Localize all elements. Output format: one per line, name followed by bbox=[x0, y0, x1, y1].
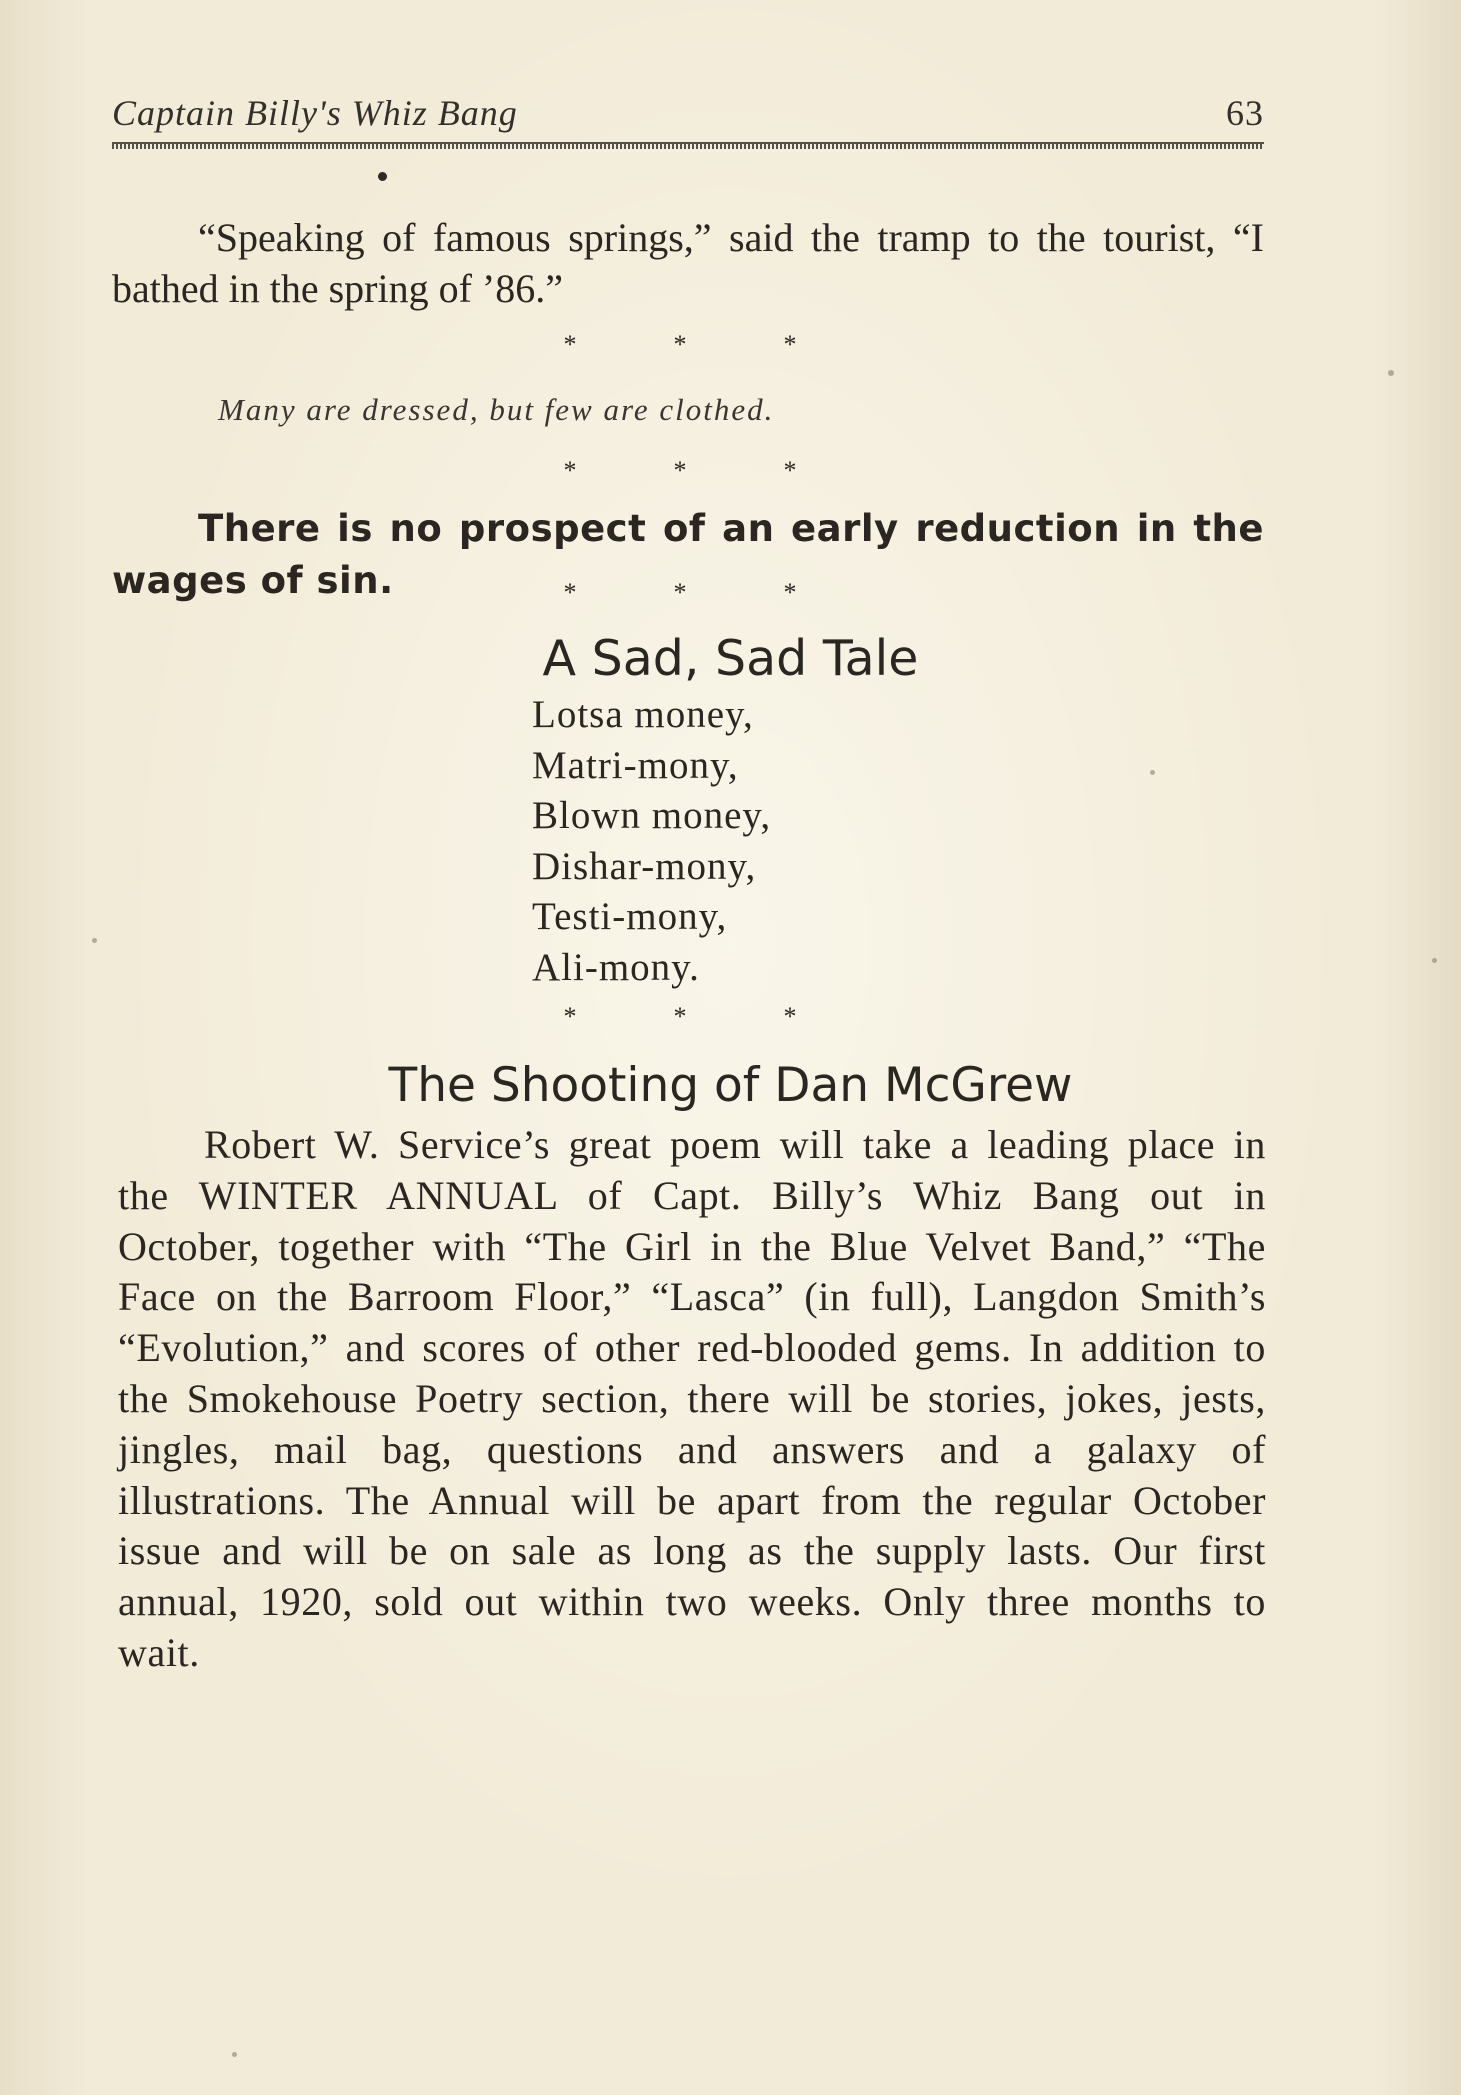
star-mark: * bbox=[783, 330, 797, 359]
running-header bbox=[112, 92, 1264, 134]
paper-speck bbox=[1388, 370, 1394, 376]
paper-speck bbox=[232, 2052, 237, 2057]
star-mark: * bbox=[783, 578, 797, 607]
poem-line: Lotsa money, bbox=[532, 693, 754, 736]
paper-speck bbox=[1150, 770, 1155, 775]
star-mark: * bbox=[563, 1002, 577, 1031]
star-mark: * bbox=[563, 330, 577, 359]
star-mark: * bbox=[563, 456, 577, 485]
star-mark: * bbox=[673, 578, 687, 607]
star-mark: * bbox=[673, 456, 687, 485]
poem-line: Dishar-mony, bbox=[532, 844, 757, 888]
paper-speck bbox=[1432, 958, 1437, 963]
joke-springs: “Speaking of famous springs,” said the tramp to the tourist, “I bathed in the spring of ’86.” bbox=[112, 215, 1264, 311]
joke-wages-of-sin: There is no prospect of an early reduction in the wages of sin. bbox=[112, 507, 1264, 602]
poem-line: Ali-mony. bbox=[532, 945, 700, 989]
magazine-title: Captain Billy's Whiz Bang bbox=[112, 93, 518, 133]
star-mark: * bbox=[563, 578, 577, 607]
star-mark: * bbox=[673, 1002, 687, 1031]
joke-dressed: Many are dressed, but few are clothed. bbox=[218, 392, 775, 427]
poem-title: A Sad, Sad Tale bbox=[542, 630, 919, 687]
separator-stars bbox=[560, 456, 800, 486]
separator-stars bbox=[560, 578, 800, 608]
header-rule bbox=[112, 142, 1264, 149]
poem-body bbox=[532, 690, 771, 993]
separator-stars bbox=[560, 1002, 800, 1032]
star-mark: * bbox=[673, 330, 687, 359]
separator-stars bbox=[560, 330, 800, 360]
poem-line: Matri-mony, bbox=[532, 743, 739, 787]
article-title: The Shooting of Dan McGrew bbox=[388, 1058, 1073, 1113]
article-body: Robert W. Service’s great poem will take a leading place in the WINTER ANNUAL of Capt. Billy’s Whiz Bang out in October, together with “The Girl in the Blue Velvet Band,” “The Face on the Barroom Floor,” “Lasca” (in full), Langdon Smith’s “Evolution,” and scores of other red-blooded gems. In addition to the Smokehouse Poetry section, there will be stories, jokes, jests, jingles, mail bag, questions and answers and a galaxy of illustrations. The Annual will be apart from the regular October issue and will be on sale as long as the supply lasts. Our first annual, 1920, sold out within two weeks. Only three months to wait. bbox=[118, 1122, 1266, 1675]
poem-line: Blown money, bbox=[532, 794, 772, 837]
paper-speck bbox=[92, 938, 97, 943]
star-mark: * bbox=[783, 1002, 797, 1031]
poem-line: Testi-mony, bbox=[532, 895, 728, 938]
page-number: 63 bbox=[1226, 93, 1264, 133]
bullet-dot bbox=[378, 172, 387, 181]
star-mark: * bbox=[783, 456, 797, 485]
